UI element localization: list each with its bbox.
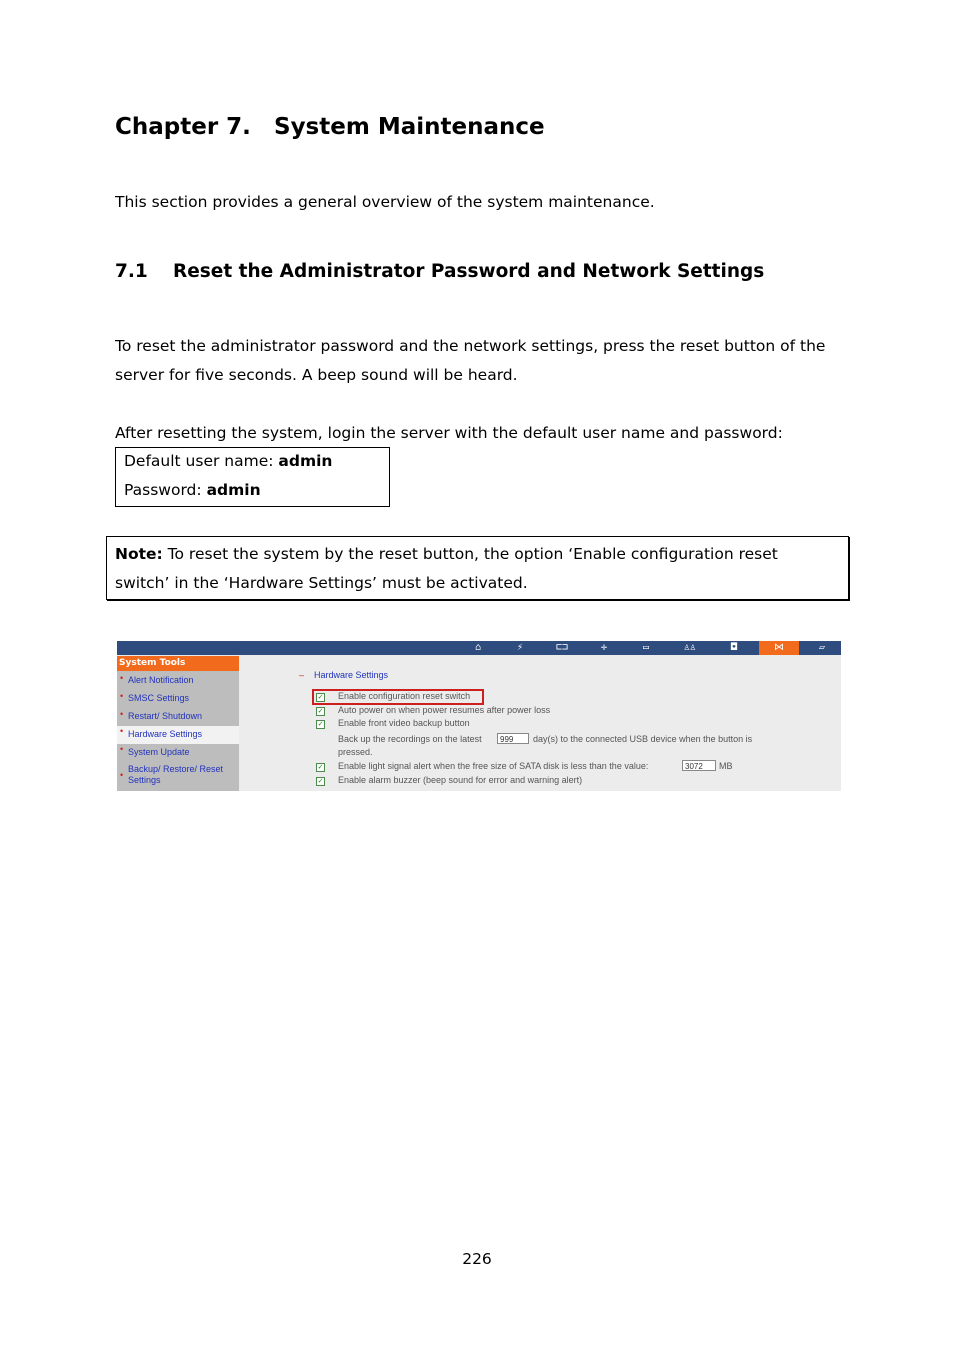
section-number: 7.1 <box>115 261 148 282</box>
device-icon[interactable]: ⊏⊐ <box>555 642 569 653</box>
disk-threshold-input[interactable]: 3072 <box>682 760 716 771</box>
default-username-value: admin <box>278 452 333 470</box>
monitor-icon[interactable]: ◘ <box>730 642 738 653</box>
users-icon[interactable]: ♙♙ <box>683 642 697 653</box>
note-label: Note: <box>115 545 163 563</box>
option-auto-power: Auto power on when power resumes after power loss <box>338 705 551 715</box>
user-icon[interactable]: ✛ <box>600 642 608 653</box>
note-box <box>106 536 849 600</box>
sidebar <box>117 656 239 791</box>
sidebar-item-hardware-settings[interactable]: • Hardware Settings <box>117 726 239 744</box>
storage-icon[interactable]: ▭ <box>642 642 650 653</box>
note-line2: switch’ in the ‘Hardware Settings’ must be activated. <box>115 574 528 592</box>
checkbox-light-alert[interactable]: ✓ <box>317 763 324 771</box>
after-reset-paragraph: After resetting the system, login the server with the default user name and password: <box>115 424 783 442</box>
collapse-icon[interactable]: – <box>299 670 305 680</box>
bullet-icon: • <box>120 726 124 736</box>
section-heading <box>115 261 764 282</box>
sidebar-item-smsc-settings[interactable]: • SMSC Settings <box>120 691 190 703</box>
chapter-number: Chapter 7. <box>115 114 251 140</box>
option-video-backup-detail-a: Back up the recordings on the latest <box>338 734 482 744</box>
bullet-icon: • <box>120 744 124 754</box>
option-video-backup-detail-c: pressed. <box>338 747 373 757</box>
note-line1: Note: To reset the system by the reset button, the option ‘Enable configuration reset <box>115 545 778 563</box>
bullet-icon: • <box>120 709 124 719</box>
option-video-backup-detail-b: day(s) to the connected USB device when the button is <box>533 734 753 744</box>
credentials-box <box>115 447 390 507</box>
option-light-alert: Enable light signal alert when the free size of SATA disk is less than the value: <box>338 761 649 771</box>
chapter-heading <box>115 114 545 140</box>
tools-icon[interactable]: ⋈ <box>759 641 799 655</box>
checkbox-auto-power[interactable]: ✓ <box>317 707 324 715</box>
home-icon[interactable]: ⌂ <box>474 642 482 653</box>
section-title: Reset the Administrator Password and Network Settings <box>173 261 765 282</box>
reset-paragraph-line2: server for five seconds. A beep sound will be heard. <box>115 366 518 384</box>
page-number: 226 <box>462 1250 492 1268</box>
default-password-value: admin <box>206 481 261 499</box>
settings-content <box>239 655 841 791</box>
chapter-title: System Maintenance <box>274 114 545 140</box>
sidebar-item-restart-shutdown[interactable]: • Restart/ Shutdown <box>120 709 203 721</box>
intro-paragraph: This section provides a general overview of the system maintenance. <box>115 193 655 211</box>
top-toolbar <box>117 641 841 655</box>
checkbox-config-reset[interactable]: ✓ <box>317 693 324 701</box>
bullet-icon: • <box>120 770 124 780</box>
threshold-unit: MB <box>719 761 733 771</box>
default-password-line: Password: admin <box>124 481 261 499</box>
highlight-box <box>312 689 484 705</box>
checkbox-video-backup[interactable]: ✓ <box>317 720 324 728</box>
reset-paragraph-line1: To reset the administrator password and the network settings, press the reset button of the <box>115 337 826 355</box>
backup-days-input[interactable]: 999 <box>497 733 529 744</box>
checkbox-alarm-buzzer[interactable]: ✓ <box>317 777 324 785</box>
sidebar-item-system-update[interactable]: • System Update <box>120 744 190 757</box>
sidebar-item-backup-restore-reset[interactable]: • Backup/ Restore/ Reset Settings <box>120 764 224 785</box>
option-video-backup: Enable front video backup button <box>338 718 470 728</box>
default-username-line: Default user name: admin <box>124 452 333 470</box>
settings-title: Hardware Settings <box>314 670 389 680</box>
option-alarm-buzzer: Enable alarm buzzer (beep sound for error and warning alert) <box>338 775 583 785</box>
logout-icon[interactable]: ▱ <box>818 642 826 653</box>
bullet-icon: • <box>120 673 124 683</box>
sidebar-header: System Tools <box>117 656 239 671</box>
sidebar-item-alert-notification[interactable]: • Alert Notification <box>120 673 194 685</box>
hardware-settings-screenshot <box>117 641 841 791</box>
network-icon[interactable]: ⚡ <box>516 642 524 653</box>
bullet-icon: • <box>120 691 124 701</box>
option-config-reset: Enable configuration reset switch <box>338 691 471 701</box>
